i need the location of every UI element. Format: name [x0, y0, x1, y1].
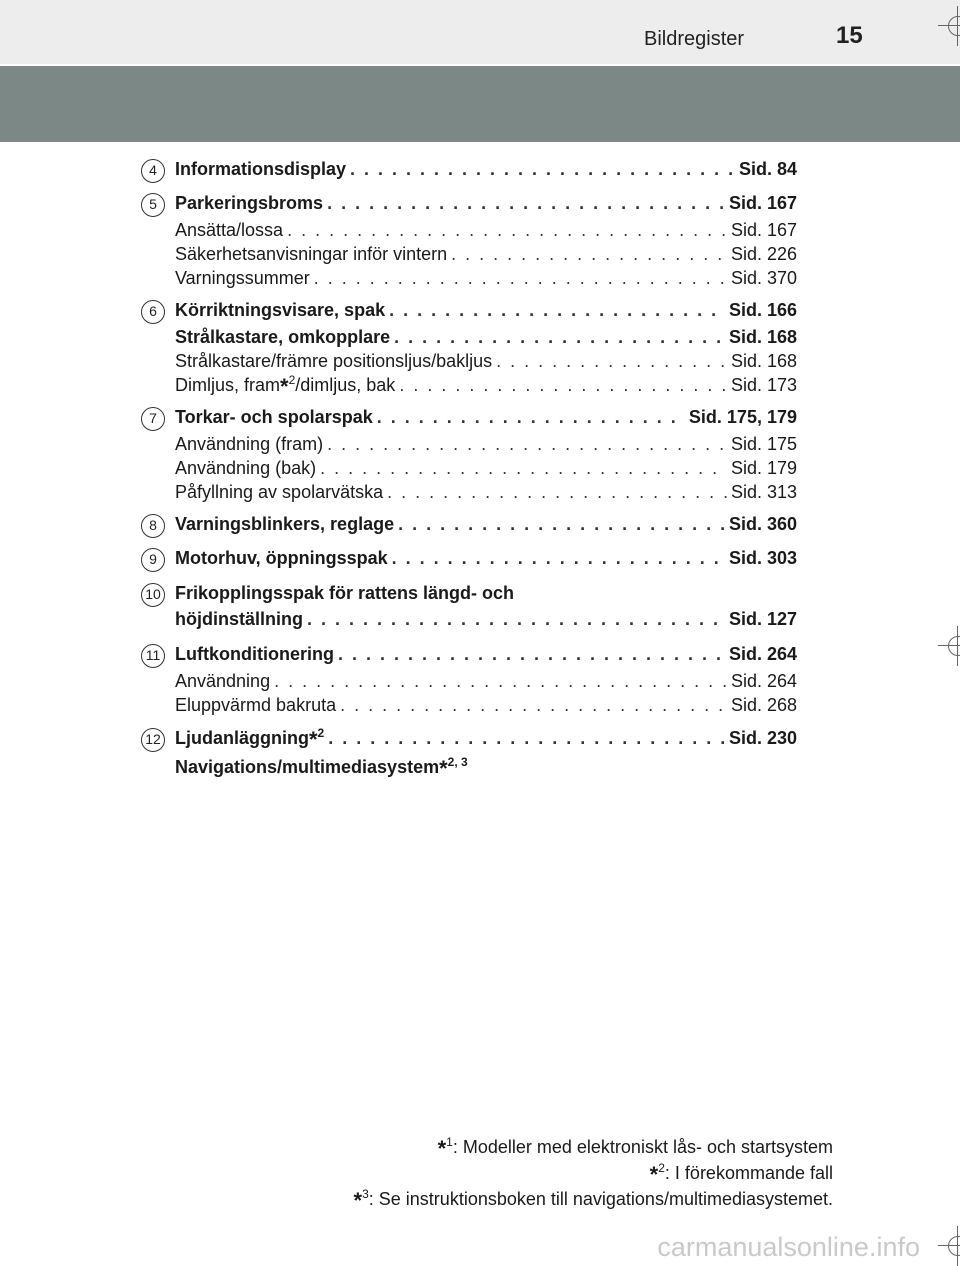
line-text [175, 159, 346, 180]
line-text-part: Ansätta/lossa [175, 220, 284, 240]
index-line [175, 351, 797, 377]
line-text [175, 644, 334, 665]
dot-leader [394, 327, 725, 348]
page-ref: Sid. 360 [728, 514, 797, 534]
line-text [175, 583, 514, 604]
page-ref: Sid. 303 [728, 548, 797, 568]
index-line [175, 728, 797, 754]
index-line [175, 375, 797, 401]
dot-leader [320, 458, 727, 479]
index-line [175, 327, 797, 353]
dot-leader [340, 695, 727, 716]
index-line [175, 548, 797, 574]
index-line [175, 300, 797, 326]
line-text [175, 726, 325, 752]
item-number-badge: 7 [141, 407, 165, 431]
line-text [175, 434, 323, 455]
footnote-star-icon: * [308, 727, 318, 752]
index-line [175, 482, 797, 508]
line-text [175, 300, 385, 321]
index-line [175, 695, 797, 721]
item-number-badge: 11 [141, 644, 165, 668]
footnote-number: 1 [446, 1135, 453, 1149]
footnote-text: : Modeller med elektroniskt lås- och startsystem [452, 1137, 833, 1157]
line-text-part: Ljudanläggning [175, 728, 309, 748]
line-text [175, 548, 388, 569]
registration-mark-icon [938, 626, 960, 666]
dot-leader [338, 644, 725, 665]
page-ref: Sid. 127 [728, 609, 797, 629]
item-number-badge: 8 [141, 514, 165, 538]
section-title: Bildregister [644, 28, 745, 50]
line-text-part: Varningsblinkers, reglage [175, 514, 395, 534]
index-line [175, 583, 797, 609]
page-ref: Sid. 230 [728, 728, 797, 748]
item-number-badge: 4 [141, 159, 165, 183]
line-text-part: Navigations/multimediasystem [175, 757, 440, 777]
page-ref: Sid. 313 [730, 482, 797, 502]
footnote-line [354, 1186, 833, 1212]
footnotes [354, 1134, 833, 1212]
line-text-part: Användning [175, 671, 271, 691]
line-text-part: Säkerhetsanvisningar inför vintern [175, 244, 448, 264]
page-ref: Sid. 226 [730, 244, 797, 264]
line-text [175, 755, 468, 781]
index-line [175, 159, 797, 185]
page-ref: Sid. 167 [730, 220, 797, 240]
dot-leader [314, 268, 727, 289]
line-text-part: Strålkastare/främre positionsljus/bakljus [175, 351, 493, 371]
line-text-part: Körriktningsvisare, spak [175, 300, 386, 320]
line-text [175, 482, 383, 503]
line-text [175, 671, 270, 692]
footnote-line [354, 1134, 833, 1160]
dot-leader [274, 671, 727, 692]
dot-leader [307, 609, 725, 630]
line-text [175, 268, 310, 289]
index-line [175, 244, 797, 270]
item-number-badge: 6 [141, 300, 165, 324]
footnote-text: : Se instruktionsboken till navigations/multimediasystemet. [368, 1189, 833, 1209]
line-text-part: Användning (fram) [175, 434, 324, 454]
index-line [175, 644, 797, 670]
item-number-badge: 10 [141, 583, 165, 607]
line-text-part: höjdinställning [175, 609, 303, 629]
line-text-part: Frikopplingsspak för rattens längd- och [175, 583, 515, 603]
index-line [175, 193, 797, 219]
dot-leader [496, 351, 727, 372]
watermark: carmanualsonline.info [657, 1232, 920, 1262]
page-number: 15 [836, 22, 863, 49]
page-ref: Sid. 166 [728, 300, 797, 320]
index-line [175, 757, 797, 783]
index-line [175, 268, 797, 294]
line-text [175, 373, 396, 399]
index-line [175, 609, 797, 635]
page-ref: Sid. 175 [730, 434, 797, 454]
dot-leader [392, 548, 725, 569]
page-ref: Sid. 84 [738, 159, 797, 179]
header-band [0, 66, 960, 142]
dot-leader [377, 407, 685, 428]
index-line [175, 434, 797, 460]
footnote-number: 3 [362, 1187, 369, 1201]
item-number-badge: 12 [141, 728, 165, 752]
footnote-star-icon: * [280, 374, 289, 399]
line-text [175, 609, 303, 630]
dot-leader [350, 159, 735, 180]
dot-leader [327, 193, 725, 214]
page-ref: Sid. 264 [728, 644, 797, 664]
line-text-part: Varningssummer [175, 268, 310, 288]
line-text [175, 514, 394, 535]
page-ref: Sid. 167 [728, 193, 797, 213]
item-number-badge: 5 [141, 193, 165, 217]
line-text-part: Strålkastare, omkopplare [175, 327, 391, 347]
line-text [175, 193, 323, 214]
footnote-star-icon: * [649, 1162, 659, 1187]
dot-leader [328, 728, 725, 749]
dot-leader [387, 482, 727, 503]
index-line [175, 458, 797, 484]
line-text-part: Motorhuv, öppningsspak [175, 548, 388, 568]
line-text-part: Eluppvärmd bakruta [175, 695, 337, 715]
dot-leader [399, 375, 727, 396]
line-text [175, 351, 492, 372]
line-text-part: Påfyllning av spolarvätska [175, 482, 384, 502]
header-strip [0, 0, 960, 64]
index-line [175, 671, 797, 697]
line-text-part: Dimljus, fram [175, 375, 281, 395]
line-text-part: /dimljus, bak [295, 375, 396, 395]
line-text [175, 220, 283, 241]
line-text-part: Torkar- och spolarspak [175, 407, 373, 427]
line-text [175, 244, 447, 265]
dot-leader [398, 514, 725, 535]
page-ref: Sid. 173 [730, 375, 797, 395]
page-ref: Sid. 168 [730, 351, 797, 371]
line-text-part: Användning (bak) [175, 458, 317, 478]
line-text-part: Parkeringsbroms [175, 193, 324, 213]
dot-leader [389, 300, 725, 321]
index-line [175, 514, 797, 540]
line-text [175, 407, 373, 428]
line-text-part: Luftkonditionering [175, 644, 334, 664]
page-ref: Sid. 264 [730, 671, 797, 691]
dot-leader [327, 434, 727, 455]
index-line [175, 407, 797, 433]
item-number-badge: 9 [141, 548, 165, 572]
page-ref: Sid. 268 [730, 695, 797, 715]
footnote-ref: 2 [317, 726, 325, 740]
dot-leader [287, 220, 727, 241]
footnote-star-icon: * [439, 756, 448, 781]
page-ref: Sid. 179 [730, 458, 797, 478]
line-text [175, 327, 390, 348]
footnote-ref: 2 [288, 373, 296, 387]
footnote-star-icon: * [353, 1188, 363, 1213]
registration-mark-icon [938, 6, 960, 46]
line-text-part: Informationsdisplay [175, 159, 347, 179]
footnote-star-icon: * [437, 1136, 447, 1161]
line-text [175, 695, 336, 716]
footnote-ref: 2, 3 [447, 755, 468, 769]
index-line [175, 220, 797, 246]
dot-leader [451, 244, 727, 265]
registration-mark-icon [938, 1226, 960, 1266]
page-ref: Sid. 168 [728, 327, 797, 347]
page-ref: Sid. 175, 179 [688, 407, 797, 427]
page-ref: Sid. 370 [730, 268, 797, 288]
footnote-number: 2 [658, 1161, 665, 1175]
footnote-text: : I förekommande fall [664, 1163, 833, 1183]
line-text [175, 458, 316, 479]
footnote-line [354, 1160, 833, 1186]
